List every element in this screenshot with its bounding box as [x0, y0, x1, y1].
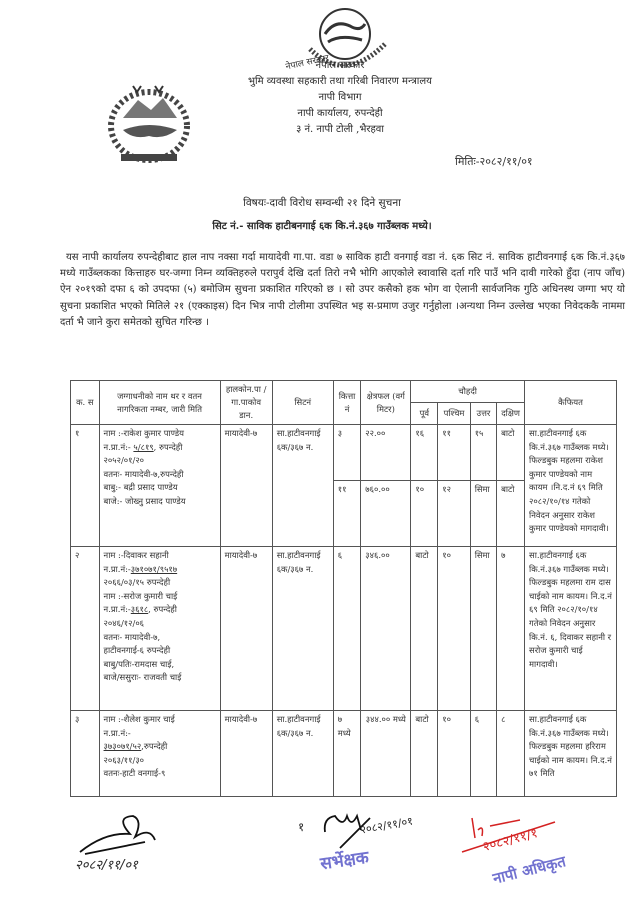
- grandfather-name: बाजे/ससुराः- राजवती चाई: [103, 672, 182, 683]
- letterhead-team: ३ नं. नापी टोली ,भैरहवा: [296, 124, 384, 135]
- subject-line: विषयः-दावी विरोध सम्वन्धी २१ दिने सुचना: [243, 197, 401, 209]
- cell-kitta: ३: [333, 425, 361, 481]
- cell-west: ११: [438, 425, 470, 481]
- page-number: १: [298, 820, 305, 834]
- letterhead-department: नापी विभाग: [318, 92, 362, 103]
- cell-east: १०: [411, 481, 438, 547]
- address: वतनः-हाटी वनगाई-९: [103, 768, 166, 779]
- cell-remarks: सा.हाटीवनगाई ६क कि.नं.३६७ गाउँब्लक मध्ये। फिल्डबुक महलमा हरिराम चाईको नाम कायम। नि.द.नं ७१ मिति: [525, 711, 617, 797]
- header-west: पश्चिम: [438, 403, 470, 425]
- cell-kitta: ६: [333, 547, 361, 711]
- signature-right-date: २०८२/११/१: [481, 825, 540, 855]
- cell-area: ७६०.००: [361, 481, 411, 547]
- notice-body: यस नापी कार्यालय रुपन्देहीबाट हाल नाप नक्सा गर्दा मायादेवी गा.पा. वडा ७ साविक हाटी वनगाई वडा नं. ६क सिट नं. साविक हाटीवनगाई ६क कि.नं.३६७ मध्ये गाउँब्लकका कित्ताहरु घर-जग्गा निम्न व्यक्तिहरुले परापुर्व देखि दर्ता तिरो नभै भोगि आएकोले स्वावासि दर्ता गरि पाउँ भनि दावी गारेको हुँदा (नाप जाँच) ऐन २०१९को दफा ६ को उपदफा (५) बमोजिम सुचना प्रकाशित गरिएको छ । सो उपर कसैको हक भोग वा ऐलानी सार्वजनिक गुठि अधिनस्थ जग्गा भए यो सुचना प्रकाशित भएको मितिले २१ (एक्काइस) दिन भित्र नापी टोलीमा उपस्थित भइ स-प्रमाण उजुर गर्नुहोला ।अन्यथा निम्न उल्लेख भएका निवेदककै नाममा दर्ता भै जाने कुरा समेतको सुचित गरिन्छ ।: [60, 252, 625, 328]
- cell-west: १०: [438, 547, 470, 711]
- cell-sheet-no: सा.हाटीवनगाई ६क/३६७ न.: [272, 711, 333, 797]
- cell-south: बाटो: [497, 481, 525, 547]
- cell-west: १२: [438, 481, 470, 547]
- signature-left-date: २०८२/११/०१: [75, 858, 138, 873]
- owner-name: नाम :-राकेश कुमार पाण्डेय: [103, 428, 185, 438]
- cell-owner: [99, 711, 220, 797]
- header-boundaries: चौहदी: [411, 381, 525, 403]
- cell-east: बाटो: [411, 547, 438, 711]
- header-east: पूर्व: [411, 403, 438, 425]
- table-row: [71, 547, 617, 711]
- sheet-reference: सिट नं.- साविक हाटीबनगाई ६क कि.नं.३६७ गाउँब्लक मध्ये।: [212, 221, 432, 232]
- cell-kitta: ११: [333, 481, 361, 547]
- owner-name: नाम :-सरोज कुमारी चाई: [103, 590, 178, 601]
- cell-serial: १: [71, 425, 100, 547]
- cell-current-address: मायादेवी-७: [220, 425, 272, 547]
- header-current-address: हालकोन.पा /गा.पाकोव डान.: [220, 381, 272, 425]
- signature-scribble-icon: [75, 812, 175, 857]
- cell-serial: ३: [71, 711, 100, 797]
- address: हाटीवनगाई-६ रुपन्देही: [103, 645, 171, 656]
- header-area: क्षेत्रफल (वर्ग मिटर): [361, 381, 411, 425]
- letterhead-office: नापी कार्यालय, रुपन्देही: [297, 108, 383, 119]
- header-south: दक्षिण: [497, 403, 525, 425]
- citizenship-no: न.प्रा.नं:- ५/८१९, रुपन्देही: [103, 441, 183, 452]
- father-name: बाबु/पतिः-रामदास चाई,: [103, 658, 175, 669]
- citizenship-no: न.प्रा.नं:-३७१०७१/९५१७: [103, 563, 178, 574]
- issue-date: २०६३/११/३०: [103, 754, 145, 765]
- citizenship-no: न.प्रा.नं:-३६१८, रुपन्देही: [103, 604, 177, 615]
- signature-left: [75, 812, 175, 882]
- claims-table: [70, 380, 617, 797]
- letterhead-government: नेपाल सरकार: [315, 60, 365, 71]
- issue-date: २०५२/०१/२०: [103, 455, 145, 466]
- cell-east: १६: [411, 425, 438, 481]
- cell-remarks: सा.हाटीवनगाई ६क कि.नं.३६७ गाउँब्लक मध्ये। फिल्डबुक महलमा राकेश कुमार पाण्डेयको नाम कायम ।नि.द.नं ६९ मिति २०८२/१०/१४ गतेको निवेदन अनुसार राकेश कुमार पाण्डेयको मागदावी।: [525, 425, 617, 547]
- cell-area: ३४६.००: [361, 547, 411, 711]
- header-owner: जग्गाधनीको नाम थर र वतन नागरिकता नम्बर, जारी मिति: [99, 381, 220, 425]
- owner-name: नाम :-शैलेश कुमार चाई: [103, 714, 175, 724]
- surveyor-stamp: सर्भेक्षक: [319, 847, 371, 875]
- cell-remarks: सा.हाटीवनगाई ६क कि.नं.३६७ गाउँब्लक मध्ये। फिल्डबुक महलमा राम दास चाईको नाम कायम। नि.द.नं ६९ मिति २०८२/१०/१४ गतेको निवेदन अनुसार कि.नं. ६, दिवाकर सहानी र सरोज कुमारी चाई मागदावी।: [525, 547, 617, 711]
- table-row: [71, 711, 617, 797]
- cell-owner: [99, 425, 220, 547]
- cell-kitta: ७ मध्ये: [333, 711, 361, 797]
- table-row: [71, 425, 617, 481]
- issue-date: २०६६/०३/१५ रुपन्देही: [103, 577, 171, 588]
- issue-date: २०४६/१२/०६: [103, 617, 145, 628]
- cell-area: २२.००: [361, 425, 411, 481]
- citizenship-no: ३७३०७१/५२,रुपन्देही: [103, 741, 168, 752]
- citizenship-label: न.प्रा.नं:-: [103, 727, 131, 738]
- signature-middle: [315, 810, 435, 890]
- signature-right: [460, 808, 600, 898]
- cell-north: सिमा: [470, 547, 496, 711]
- header-serial: क. स: [71, 381, 100, 425]
- letterhead: [180, 58, 500, 138]
- cell-south: ८: [497, 711, 525, 797]
- header-kitta-no: कित्ता नं: [333, 381, 361, 425]
- cell-serial: २: [71, 547, 100, 711]
- header-sheet-no: सिटनं: [272, 381, 333, 425]
- address: वतनः- मायादेवी-७,: [103, 631, 161, 642]
- document-date: मितिः-२०८२/११/०१: [455, 155, 533, 168]
- survey-officer-stamp: नापी अधिकृत: [490, 852, 568, 888]
- letterhead-ministry: भुमि व्यवस्था सहकारी तथा गरिबी निवारण मन्त्रालय: [248, 76, 432, 87]
- grandfather-name: बाजे:- जोख्नु प्रसाद पाण्डेय: [103, 495, 186, 506]
- cell-sheet-no: सा.हाटीवनगाई ६क/३६७ न.: [272, 547, 333, 711]
- seal-text: नेपाल सरकार: [284, 53, 330, 73]
- cell-south: ७: [497, 547, 525, 711]
- cell-owner: [99, 547, 220, 711]
- cell-area: ३४४.०० मध्ये: [361, 711, 411, 797]
- address: वतनः- मायादेवी-७,रुपन्देही: [103, 468, 184, 479]
- owner-name: नाम :-दिवाकर सहानी: [103, 550, 169, 560]
- cell-south: बाटो: [497, 425, 525, 481]
- cell-east: बाटो: [411, 711, 438, 797]
- signature-middle-date: २०८२/११/०१: [359, 814, 414, 837]
- cell-north: सिमा: [470, 481, 496, 547]
- cell-north: ६: [470, 711, 496, 797]
- cell-north: १५: [470, 425, 496, 481]
- father-name: बाबु:- बद्री प्रसाद पाण्डेय: [103, 482, 178, 493]
- cell-west: १०: [438, 711, 470, 797]
- cell-sheet-no: सा.हाटीवनगाई ६क/३६७ न.: [272, 425, 333, 547]
- cell-current-address: मायादेवी-७: [220, 547, 272, 711]
- header-remarks: कैफियत: [525, 381, 617, 425]
- header-north: उत्तर: [470, 403, 496, 425]
- cell-current-address: मायादेवी-७: [220, 711, 272, 797]
